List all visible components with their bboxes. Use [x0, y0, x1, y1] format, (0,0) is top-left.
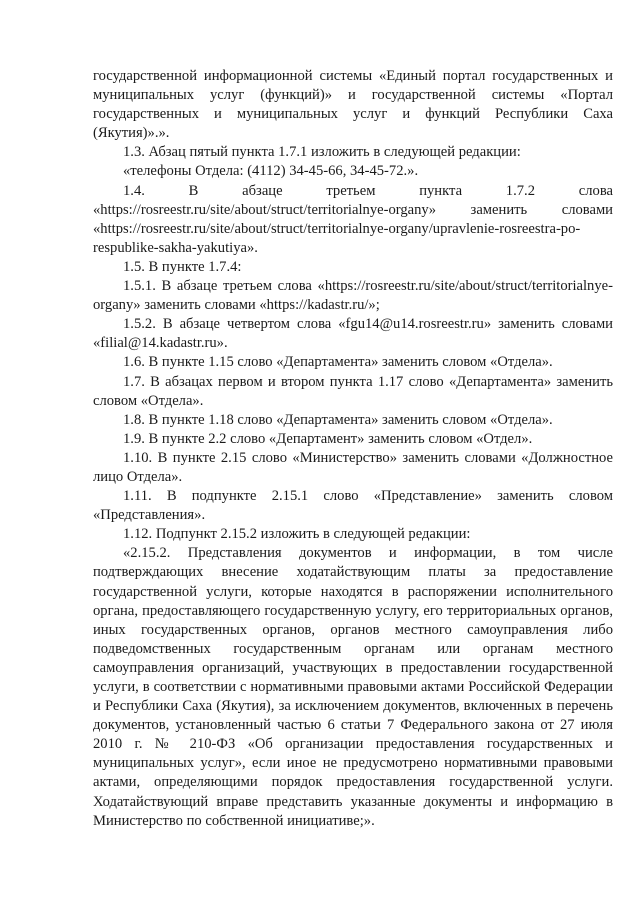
- paragraph-1-7: 1.7. В абзацах первом и втором пункта 1.17 слово «Департамента» заменить словом «Отдела».: [93, 373, 613, 409]
- paragraph-phones: «телефоны Отдела: (4112) 34-45-66, 34-45-72.».: [123, 163, 419, 180]
- paragraph-2-15-2-text: «2.15.2. Представления документов и информации, в том числе подтверждающих внесение ходатайствующим платы за предоставление государственной услуги, которые находятся в распоряжении исполнительного органа, предоставляющего государственную услугу, его территориальных органов, иных государственных органов, органов местного самоуправления либо подведомственных государственным органам или органам местного самоуправления организаций, участвующих в предоставлении государственной услуги, в соответствии с нормативными правовыми актами Российской Федерации и Республики Саха (Якутия), за исключением документов, включенных в перечень документов, установленный частью 6 статьи 7 Федерального закона от 27 июля 2010 г. № 210-ФЗ «Об организации предоставления государственных и муниципальных услуг», если иное не предусмотрено нормативными правовыми актами, определяющими порядок предоставления государственной услуги. Ходатайствующий вправе представить указанные документы и информацию в Министерство по собственной инициативе;».: [93, 545, 613, 829]
- paragraph-1-4: 1.4. В абзаце третьем пункта 1.7.2 слова «https://rosreestr.ru/site/about/struct/territorialnye-organy» заменить словами «https://rosreestr.ru/site/about/struct/territorialnye-organy/upravlenie-rosreestra-po-respublike-sakha-yakutiya».: [93, 182, 613, 256]
- document-body: [93, 67, 613, 831]
- paragraph-1-10: 1.10. В пункте 2.15 слово «Министерство» заменить словами «Должностное лицо Отдела».: [93, 449, 613, 485]
- paragraph-1-5-1: 1.5.1. В абзаце третьем слова «https://rosreestr.ru/site/about/struct/territorialnye-organy» заменить словами «https://kadastr.ru/»;: [93, 278, 613, 314]
- paragraph-1-3: 1.3. Абзац пятый пункта 1.7.1 изложить в следующей редакции:: [123, 144, 521, 161]
- paragraph-1-5: 1.5. В пункте 1.7.4:: [123, 258, 242, 275]
- paragraph-1-6: 1.6. В пункте 1.15 слово «Департамента» заменить словом «Отдела».: [123, 354, 553, 371]
- paragraph-1-5-2: 1.5.2. В абзаце четвертом слова «fgu14@u14.rosreestr.ru» заменить словами «filial@14.kadastr.ru».: [93, 316, 613, 352]
- paragraph-1-9: 1.9. В пункте 2.2 слово «Департамент» заменить словом «Отдел».: [123, 430, 533, 447]
- paragraph-1-8: 1.8. В пункте 1.18 слово «Департамента» заменить словом «Отдела».: [123, 411, 553, 428]
- paragraph-portal-systems: государственной информационной системы «Единый портал государственных и муниципальных услуг (функций)» и государственной системы «Портал государственных и муниципальных услуг и функций Республики Саха (Якутия)».».: [93, 68, 613, 142]
- paragraph-1-11: 1.11. В подпункте 2.15.1 слово «Представление» заменить словом «Представления».: [93, 488, 613, 524]
- paragraph-1-12: 1.12. Подпункт 2.15.2 изложить в следующей редакции:: [123, 526, 471, 543]
